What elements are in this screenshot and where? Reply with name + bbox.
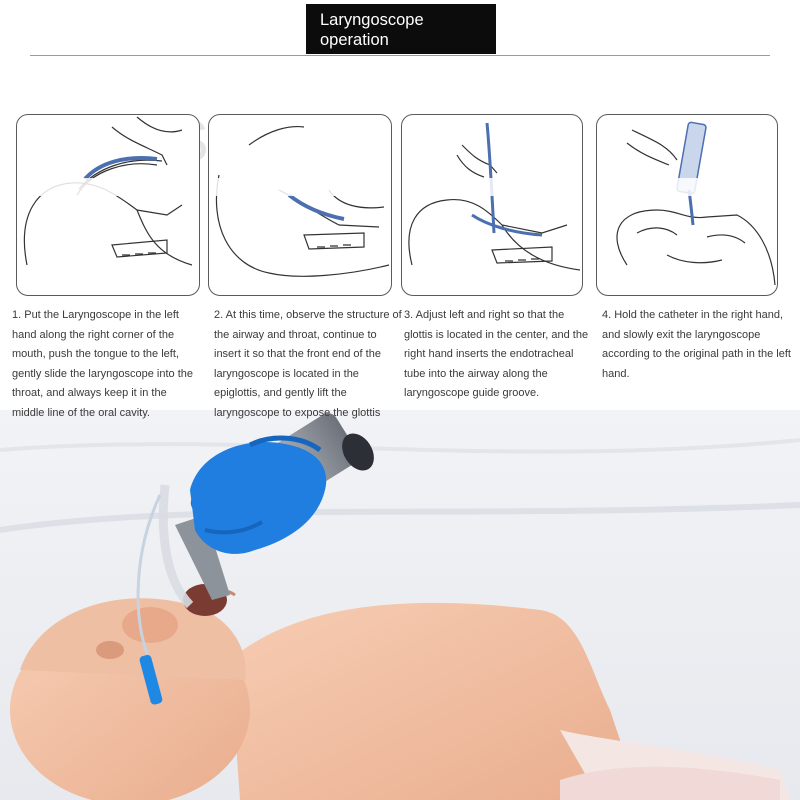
step-3-illustration xyxy=(401,114,583,296)
step-2-text: 2. At this time, observe the structure of the airway and throat, continue to insert it so that the front end of the laryngoscope is located in the epiglottis, and gently lift the laryngoscope to expose the glottis xyxy=(214,309,402,419)
step-1-text: 1. Put the Laryngoscope in the left hand along the right corner of the mouth, push the tongue to the left, gently slide the laryngoscope into the throat, and always keep it in the middle line of the oral cavity. xyxy=(12,309,194,419)
title-divider xyxy=(30,55,770,56)
page-title-text: Laryngoscope operation xyxy=(320,11,424,49)
page-title xyxy=(306,4,496,54)
panel-band xyxy=(597,178,777,196)
step-4-text: 4. Hold the catheter in the right hand, and slowly exit the laryngoscope according to the original path in the left hand. xyxy=(602,309,791,380)
step-2-drawing xyxy=(209,115,392,296)
step-3-text: 3. Adjust left and right so that the glottis is located in the center, and the right hand inserts the endotracheal tube into the airway along the laryngoscope guide groove. xyxy=(404,309,589,399)
panel-band xyxy=(209,178,391,196)
step-1-illustration xyxy=(16,114,200,296)
panel-band xyxy=(402,178,582,196)
training-mannequin-photo xyxy=(0,410,800,800)
step-1-drawing xyxy=(17,115,200,296)
panel-band xyxy=(17,178,199,196)
step-2-illustration xyxy=(208,114,392,296)
step-4-drawing xyxy=(597,115,778,296)
step-3-drawing xyxy=(402,115,583,296)
step-4-illustration xyxy=(596,114,778,296)
